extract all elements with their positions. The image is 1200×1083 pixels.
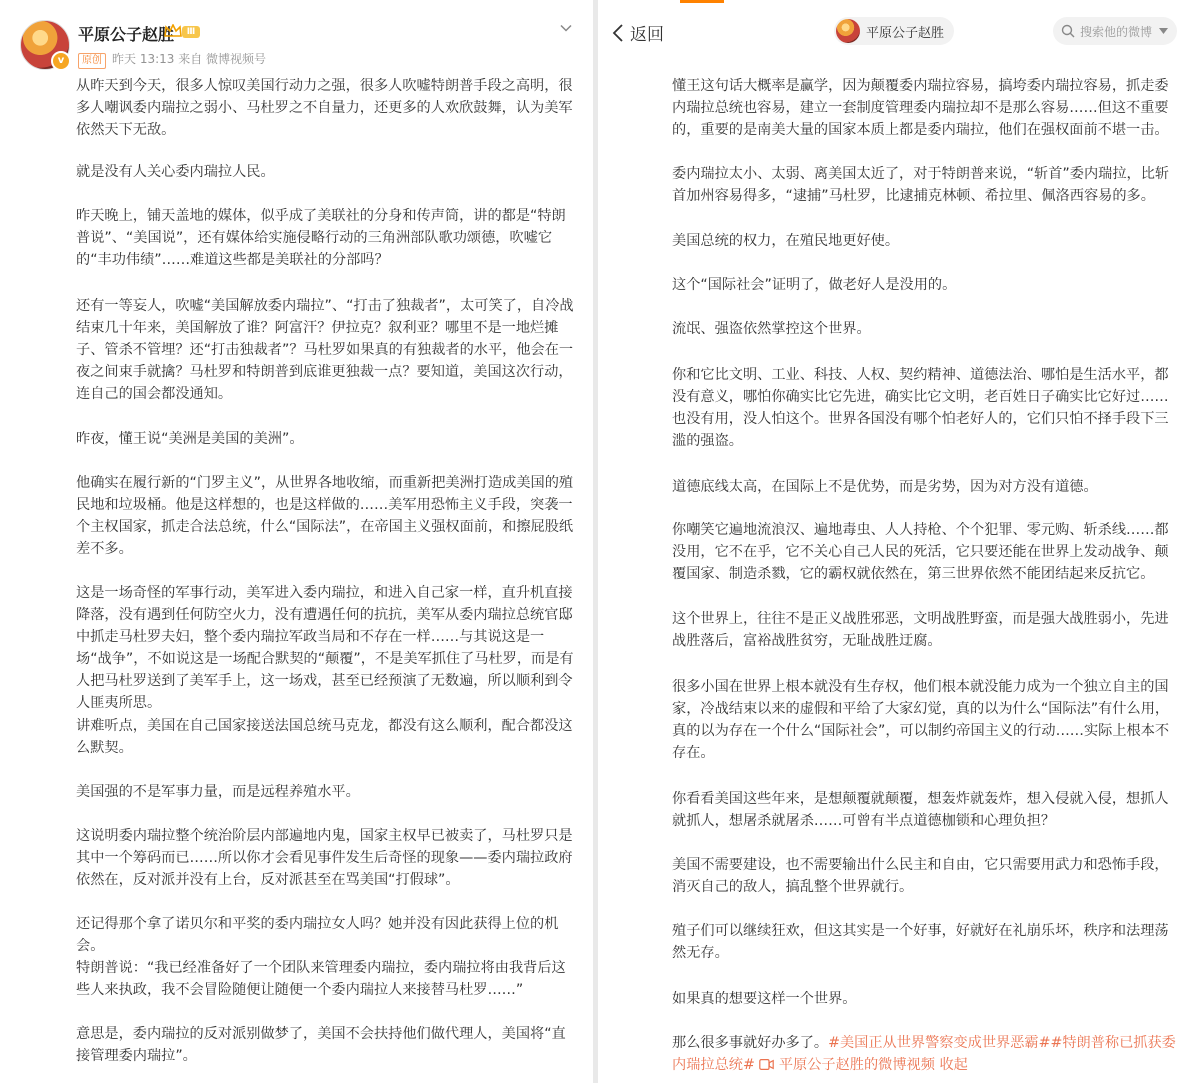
chevron-left-icon	[612, 24, 624, 42]
paragraph: 美国强的不是军事力量，而是远程养殖水平。	[76, 784, 360, 800]
active-tab-indicator	[680, 0, 724, 3]
paragraph: 意思是，委内瑞拉的反对派别做梦了，美国不会扶持他们做代理人，美国将“直接管理委内瑞拉”。	[76, 1026, 566, 1064]
paragraph: 这个世界上，往往不是正义战胜邪恶，文明战胜野蛮，而是强大战胜弱小，先进战胜落后，富裕战胜贫穷，无耻战胜迂腐。	[672, 611, 1169, 649]
user-chip-name: 平原公子赵胜	[866, 25, 945, 41]
paragraph: 特朗普说：“我已经准备好了一个团队来管理委内瑞拉，委内瑞拉将由我背后这些人来执政，我不会冒险随便让随便一个委内瑞拉人来接替马杜罗……”	[76, 960, 566, 998]
paragraph: 懂王这句话大概率是赢学，因为颠覆委内瑞拉容易，搞垮委内瑞拉容易，抓走委内瑞拉总统也容易，建立一套制度管理委内瑞拉却不是那么容易……但这不重要的，重要的是南美大量的国家本质上都是委内瑞拉，他们在强权面前不堪一击。	[672, 78, 1169, 138]
paragraph: 委内瑞拉太小、太弱、离美国太近了，对于特朗普来说，“斩首”委内瑞拉，比斩首加州容易得多，“逮捕”马杜罗，比逮捕克林顿、希拉里、佩洛西容易的多。	[672, 166, 1170, 204]
post-footer	[672, 1032, 1176, 1076]
paragraph: 如果真的想要这样一个世界。	[672, 991, 857, 1007]
paragraph: 道德底线太高，在国际上不是优势，而是劣势，因为对方没有道德。	[672, 479, 1098, 495]
paragraph: 美国总统的权力，在殖民地更好使。	[672, 233, 900, 249]
back-button[interactable]	[612, 20, 664, 45]
paragraph: 这是一场奇怪的军事行动，美军进入委内瑞拉，和进入自己家一样，直升机直接降落，没有遇到任何防空火力，没有遭遇任何的抗抗，美军从委内瑞拉总统官邸中抓走马杜罗夫妇，整个委内瑞拉军政当局和不存在一样……与其说这是一场“战争”，不如说这是一场配合默契的“颠覆”，不是美军抓住了马杜罗，而是有人把马杜罗送到了美军手上，这一场戏，甚至已经预演了无数遍，所以顺利到令人匪夷所思。	[76, 585, 574, 711]
hashtag-link[interactable]: #美国正从世界警察变成世界恶霸#	[828, 1035, 1051, 1051]
paragraph: 昨天晚上，铺天盖地的媒体，似乎成了美联社的分身和传声筒，讲的都是“特朗普说”、“美国说”，还有媒体给实施侵略行动的三角洲部队歌功颂德，吹嘘它的“丰功伟绩”……难道这些都是美联社的分部吗？	[76, 208, 566, 268]
user-avatar	[836, 19, 860, 43]
paragraph: 就是没有人关心委内瑞拉人民。	[76, 164, 275, 180]
original-badge: 原创	[78, 53, 106, 69]
paragraph: 讲难听点，美国在自己国家接送法国总统马克龙，都没有这么顺利，配合都没这么默契。	[76, 718, 573, 756]
video-link[interactable]: 平原公子赵胜的微博视频	[778, 1057, 935, 1073]
left-post-pane	[0, 0, 593, 1083]
search-icon	[1061, 24, 1075, 38]
paragraph: 昨夜，懂王说“美洲是美国的美洲”。	[76, 431, 304, 447]
paragraph: 美国不需要建设，也不需要输出什么民主和自由，它只需要用武力和恐怖手段，消灭自己的敌人，搞乱整个世界就行。	[672, 857, 1169, 895]
post-time[interactable]: 昨天 13:13	[112, 52, 175, 66]
closing-text: 那么很多事就好办多了。	[672, 1035, 829, 1051]
post-text	[76, 75, 576, 141]
paragraph: 他确实在履行新的“门罗主义”，从世界各地收缩，而重新把美洲打造成美国的殖民地和垃圾桶。他是这样想的，也是这样做的……美军用恐怖主义手段，突袭一个主权国家，抓走合法总统，什么“国际法”，在帝国主义强权面前，和擦屁股纸差不多。	[76, 475, 574, 557]
video-icon	[759, 1059, 774, 1070]
paragraph: 很多小国在世界上根本就没有生存权，他们根本就没能力成为一个独立自主的国家，冷战结束以来的虚假和平给了大家幻觉，真的以为什么“国际法”有什么用，真的以为存在一个什么“国际社会”，可以制约帝国主义的行动……实际上根本不存在。	[672, 679, 1170, 761]
paragraph: 你嘲笑它遍地流浪汉、遍地毒虫、人人持枪、个个犯罪、零元购、斩杀线……都没用，它不在乎，它不关心自己人民的死活，它只要还能在世界上发动战争、颠覆国家、制造杀戮，它的霸权就依然在，第三世界依然不能团结起来反抗它。	[672, 522, 1169, 582]
paragraph: 这个“国际社会”证明了，做老好人是没用的。	[672, 277, 957, 293]
vip-crown-icon	[164, 24, 182, 38]
author-name[interactable]: 平原公子赵胜	[78, 25, 175, 44]
chevron-down-icon[interactable]	[560, 22, 572, 34]
user-chip[interactable]	[834, 17, 954, 45]
search-input[interactable]	[1053, 17, 1177, 45]
collapse-link[interactable]: 收起	[939, 1057, 968, 1073]
back-label: 返回	[630, 25, 664, 45]
level-badge: Ⅲ	[182, 26, 200, 38]
paragraph: 流氓、强盗依然掌控这个世界。	[672, 321, 871, 337]
paragraph: 殖子们可以继续狂欢，但这其实是一个好事，好就好在礼崩乐坏，秩序和法理荡然无存。	[672, 923, 1169, 961]
post-source[interactable]: 来自 微博视频号	[178, 52, 267, 66]
paragraph: 你和它比文明、工业、科技、人权、契约精神、道德法治、哪怕是生活水平，都没有意义，哪怕你确实比它先进，确实比它文明，老百姓日子确实比它好过……也没有用，没人怕这个。世界各国没有哪个怕老好人的，它们只怕不择手段下三滥的强盗。	[672, 367, 1169, 449]
post-meta	[78, 50, 266, 69]
dropdown-caret-icon[interactable]	[1159, 28, 1168, 34]
paragraph: 你看看美国这些年来，是想颠覆就颠覆，想轰炸就轰炸，想入侵就入侵，想抓人就抓人，想屠杀就屠杀……可曾有半点道德枷锁和心理负担？	[672, 791, 1169, 829]
verified-icon: v	[51, 51, 71, 71]
search-placeholder: 搜索他的微博	[1080, 24, 1153, 39]
hashtag-link[interactable]: #特朗普称已抓获委内瑞拉总统#	[672, 1035, 1176, 1073]
author-avatar[interactable]	[20, 20, 70, 70]
paragraph: 还有一等妄人，吹嘘“美国解放委内瑞拉”、“打击了独裁者”，太可笑了，自冷战结束几十年来，美国解放了谁？阿富汗？伊拉克？叙利亚？哪里不是一地烂摊子、管杀不管埋？还“打击独裁者”？马杜罗如果真的有独裁者的水平，他会在一夜之间束手就擒？马杜罗和特朗普到底谁更独裁一点？要知道，美国这次行动，连自己的国会都没通知。	[76, 298, 574, 402]
paragraph: 还记得那个拿了诺贝尔和平奖的委内瑞拉女人吗？她并没有因此获得上位的机会。	[76, 916, 559, 954]
paragraph: 这说明委内瑞拉整个统治阶层内部遍地内鬼，国家主权早已被卖了，马杜罗只是其中一个筹码而已……所以你才会看见事件发生后奇怪的现象——委内瑞拉政府依然在，反对派并没有上台，反对派甚至在骂美国“打假球”。	[76, 828, 573, 888]
paragraph: 从昨天到今天，很多人惊叹美国行动力之强，很多人吹嘘特朗普手段之高明，很多人嘲讽委内瑞拉之弱小、马杜罗之不自量力，还更多的人欢欣鼓舞，认为美军依然天下无敌。	[76, 78, 573, 138]
